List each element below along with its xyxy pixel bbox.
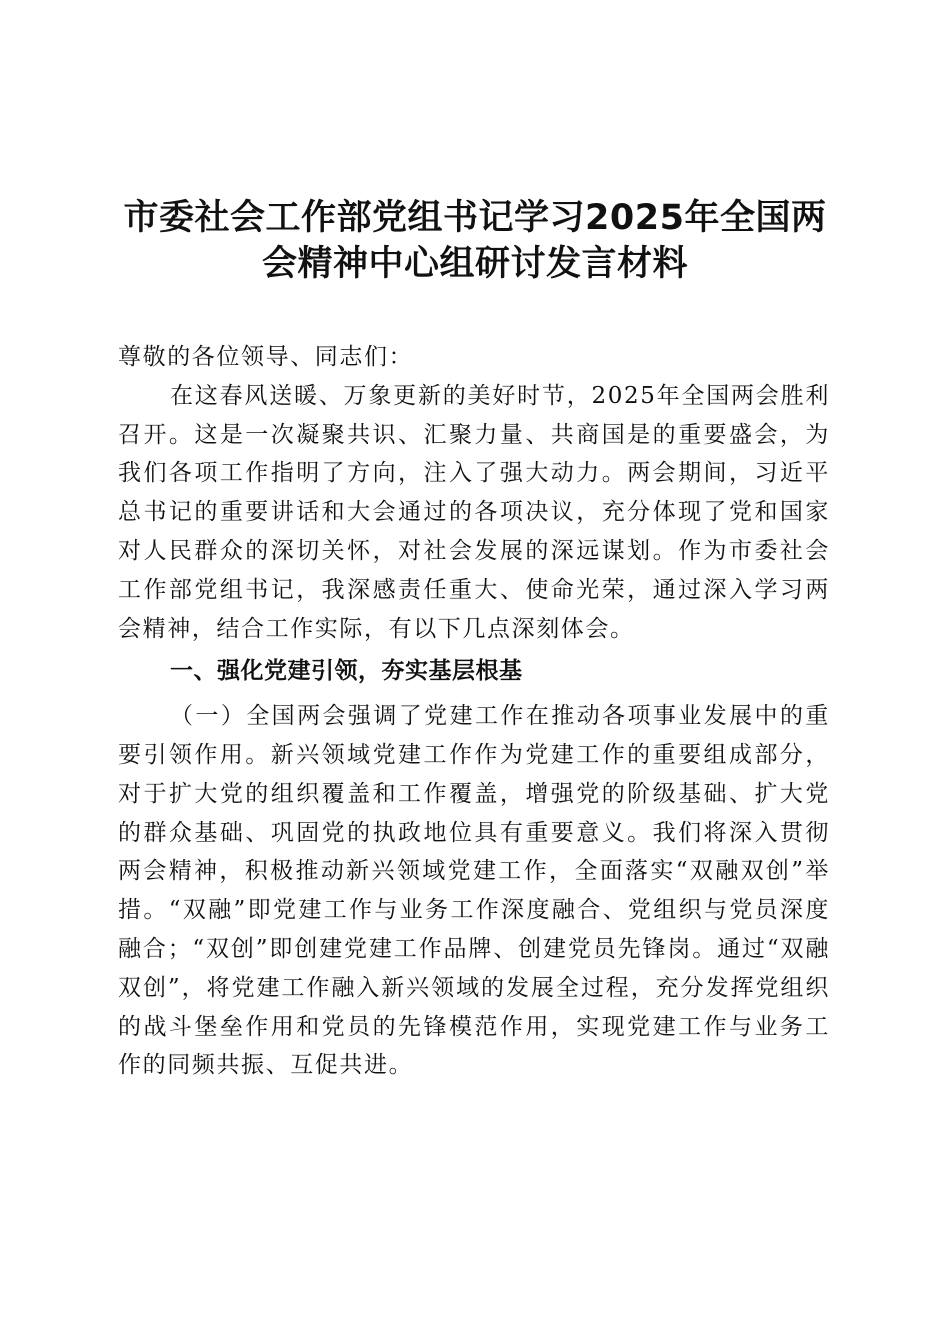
section-heading: 一、强化党建引领，夯实基层根基 (170, 658, 523, 685)
document-title (110, 195, 840, 287)
intro-paragraph: 在这春风送暖、万象更新的美好时节，2025年全国两会胜利召开。这是一次凝聚共识、汇聚力量、共商国是的重要盛会，为我们各项工作指明了方向，注入了强大动力。两会期间，习近平总书记的重要讲话和大会通过的各项决议，充分体现了党和国家对人民群众的深切关怀，对社会发展的深远谋划。作为市委社会工作部党组书记，我深感责任重大、使命光荣，通过深入学习两会精神，结合工作实际，有以下几点深刻体会。 (118, 382, 830, 642)
salutation: 尊敬的各位领导、同志们： (118, 344, 414, 370)
subsection-paragraph: （一）全国两会强调了党建工作在推动各项事业发展中的重要引领作用。新兴领域党建工作作为党建工作的重要组成部分，对于扩大党的组织覆盖和工作覆盖，增强党的阶级基础、扩大党的群众基础、巩固党的执政地位具有重要意义。我们将深入贯彻两会精神，积极推动新兴领域党建工作，全面落实“双融双创”举措。“双融”即党建工作与业务工作深度融合、党组织与党员深度融合；“双创”即创建党建工作品牌、创建党员先锋岗。通过“双融双创”，将党建工作融入新兴领域的发展全过程，充分发挥党组织的战斗堡垒作用和党员的先锋模范作用，实现党建工作与业务工作的同频共振、互促共进。 (118, 703, 830, 1079)
document-title-line-2: 会精神中心组研讨发言材料 (261, 244, 688, 284)
document-title-line-1: 市委社会工作部党组书记学习2025年全国两 (123, 198, 827, 238)
document-body (118, 338, 830, 1085)
